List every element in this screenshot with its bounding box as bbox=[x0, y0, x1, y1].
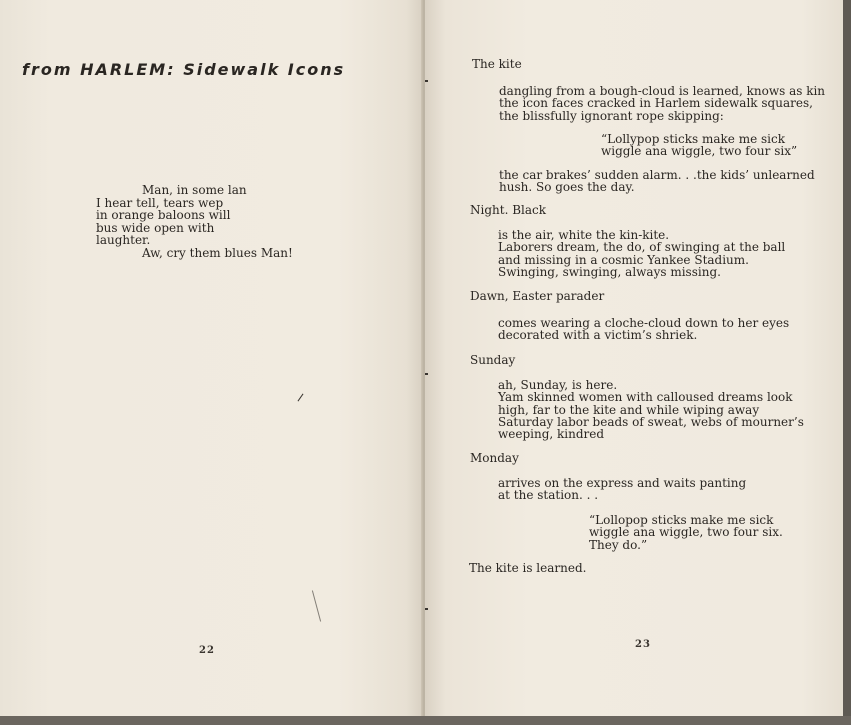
monday-heading: Monday bbox=[470, 451, 519, 465]
stanza-line: arrives on the express and waits panting bbox=[498, 476, 747, 490]
stanza-line: the icon faces cracked in Harlem sidewalk squares, bbox=[499, 96, 813, 111]
stanza-line: Yam skinned women with calloused dreams look bbox=[498, 390, 793, 405]
stanza-line: Swinging, swinging, always missing. bbox=[498, 264, 721, 279]
book-edge-right bbox=[843, 0, 851, 725]
stanza-line: weeping, kindred bbox=[498, 427, 605, 442]
stanza-line: decorated with a victim’s shriek. bbox=[498, 328, 698, 343]
after-quote-stanza bbox=[499, 169, 815, 194]
poem-title: from HARLEM: Sidewalk Icons bbox=[22, 60, 346, 79]
closing-line: The kite is learned. bbox=[469, 561, 587, 575]
stanza-line: and missing in a cosmic Yankee Stadium. bbox=[498, 252, 749, 267]
kite-heading: The kite bbox=[472, 57, 522, 71]
stanza-line: dangling from a bough-cloud is learned, knows as kin bbox=[499, 84, 826, 98]
stanza-line: hush. So goes the day. bbox=[499, 180, 635, 195]
poem-line: Aw, cry them blues Man! bbox=[142, 245, 293, 260]
quote-line: wiggle ana wiggle, two four six” bbox=[601, 144, 798, 159]
quote-line: wiggle ana wiggle, two four six. bbox=[589, 525, 783, 540]
stanza-line: the blissfully ignorant rope skipping: bbox=[499, 108, 724, 123]
page-number-left: 22 bbox=[199, 645, 215, 656]
poem-line: bus wide open with bbox=[96, 220, 215, 235]
book-edge-bottom bbox=[0, 716, 851, 725]
pencil-mark bbox=[312, 590, 321, 621]
margin-tick bbox=[425, 80, 428, 82]
night-stanza bbox=[498, 229, 785, 278]
stanza-line: high, far to the kite and while wiping away bbox=[498, 402, 760, 417]
poem-line: I hear tell, tears wep bbox=[96, 195, 224, 210]
quote-one bbox=[601, 133, 797, 158]
pencil-mark bbox=[298, 394, 304, 402]
poem-line: in orange baloons will bbox=[96, 208, 231, 222]
sunday-heading: Sunday bbox=[470, 353, 516, 367]
stanza-line: at the station. . . bbox=[498, 488, 599, 503]
margin-tick bbox=[425, 608, 428, 610]
stanza-line: Laborers dream, the do, of swinging at the ball bbox=[498, 240, 786, 255]
page-number-right: 23 bbox=[635, 639, 651, 650]
stanza-line: the car brakes’ sudden alarm. . .the kids’ unlearned bbox=[499, 168, 815, 182]
sunday-stanza bbox=[498, 379, 804, 440]
quote-line: They do.” bbox=[589, 537, 648, 552]
poem-line: Man, in some lan bbox=[142, 183, 247, 197]
stanza-line: is the air, white the kin-kite. bbox=[498, 228, 670, 242]
stanza-line: comes wearing a cloche-cloud down to her eyes bbox=[498, 316, 790, 330]
night-heading: Night. Black bbox=[470, 203, 547, 217]
stanza-line: ah, Sunday, is here. bbox=[498, 378, 618, 392]
quote-line: “Lollypop sticks make me sick bbox=[601, 132, 785, 146]
stanza-line: Saturday labor beads of sweat, webs of mourner’s bbox=[498, 414, 804, 429]
quote-two bbox=[589, 514, 783, 551]
dawn-stanza bbox=[498, 317, 789, 342]
left-poem bbox=[96, 184, 293, 259]
margin-tick bbox=[425, 373, 428, 375]
right-page bbox=[425, 0, 843, 718]
left-page bbox=[0, 0, 423, 718]
poem-line: laughter. bbox=[96, 233, 151, 247]
kite-stanza bbox=[499, 85, 825, 122]
dawn-heading: Dawn, Easter parader bbox=[470, 289, 605, 303]
quote-line: “Lollopop sticks make me sick bbox=[589, 513, 774, 527]
monday-stanza bbox=[498, 477, 746, 502]
